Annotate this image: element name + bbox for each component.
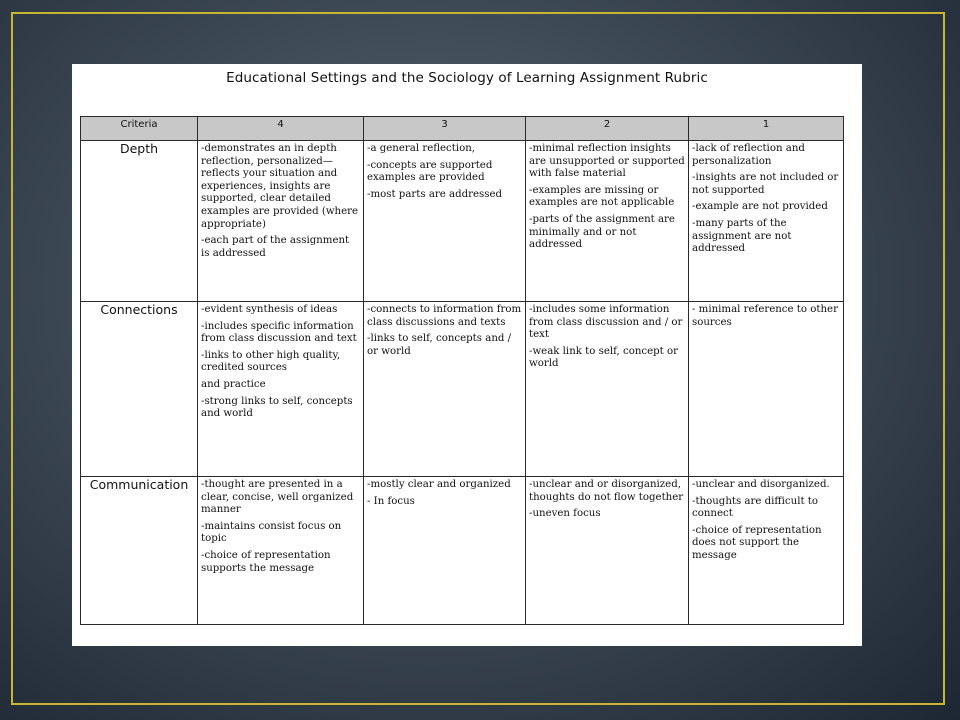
rubric-title: Educational Settings and the Sociology of Learning Assignment Rubric (226, 70, 708, 86)
rubric-cell-score-4 (198, 477, 364, 625)
rubric-cell-item: -parts of the assignment are minimally and or not addressed (529, 213, 675, 251)
rubric-cell-item: -demonstrates an in depth reflection, personalized— reflects your situation and experiences, insights are supported, clear detailed examples are provided (where appropriate) (201, 143, 359, 230)
rubric-cell-score-1 (689, 477, 844, 625)
rubric-table (80, 116, 844, 625)
rubric-cell-item: -links to self, concepts and / or world (367, 333, 512, 357)
rubric-cell-item: -choice of representation does not support the message (692, 524, 822, 561)
rubric-cell-score-3 (364, 477, 526, 625)
rubric-cell-item: -examples are missing or examples are not applicable (529, 184, 675, 209)
header-criteria: Criteria (81, 117, 198, 141)
criteria-label: Depth (81, 141, 198, 302)
rubric-cell-item: -unclear and or disorganized, thoughts do not flow together (529, 479, 684, 503)
criteria-label: Communication (81, 477, 198, 625)
rubric-cell-item: -choice of representation supports the message (201, 549, 331, 574)
header-score-4: 4 (198, 117, 364, 141)
rubric-cell-item: -weak link to self, concept or world (529, 345, 679, 370)
rubric-cell-item: -each part of the assignment is addressed (201, 235, 350, 259)
rubric-cell-score-2 (526, 302, 689, 477)
rubric-cell-item: -insights are not included or not supported (692, 172, 839, 196)
rubric-cell-item: -example are not provided (692, 201, 828, 213)
rubric-cell-score-3 (364, 141, 526, 302)
header-row (81, 117, 844, 141)
rubric-cell-score-4 (198, 141, 364, 302)
rubric-cell-score-4 (198, 302, 364, 477)
header-score-3: 3 (364, 117, 526, 141)
rubric-cell-item: - minimal reference to other sources (692, 304, 838, 328)
rubric-cell-score-2 (526, 141, 689, 302)
rubric-cell-score-1 (689, 141, 844, 302)
rubric-cell-score-1 (689, 302, 844, 477)
rubric-image (72, 64, 862, 646)
rubric-cell-item: - In focus (367, 495, 415, 507)
rubric-cell-score-2 (526, 477, 689, 625)
rubric-cell-item: and practice (201, 378, 266, 390)
criteria-label: Connections (81, 302, 198, 477)
rubric-cell-score-3 (364, 302, 526, 477)
rubric-cell-item: -many parts of the assignment are not addressed (692, 217, 792, 255)
rubric-cell-item: -lack of reflection and personalization (692, 143, 805, 167)
header-score-2: 2 (526, 117, 689, 141)
rubric-cell-item: -strong links to self, concepts and world (201, 395, 353, 420)
rubric-row-communication (81, 477, 844, 625)
rubric-row-depth (81, 141, 844, 302)
rubric-cell-item: -thoughts are difficult to connect (692, 495, 819, 520)
rubric-cell-item: -connects to information from class discussions and texts (367, 304, 522, 328)
rubric-cell-item: -evident synthesis of ideas (201, 304, 338, 315)
rubric-cell-item: -links to other high quality, credited sources (201, 349, 341, 374)
rubric-row-connections (81, 302, 844, 477)
rubric-cell-item: -minimal reflection insights are unsupported or supported with false material (529, 143, 685, 180)
rubric-cell-item: -thought are presented in a clear, concise, well organized manner (201, 479, 354, 516)
rubric-cell-item: -most parts are addressed (367, 188, 503, 200)
rubric-cell-item: -concepts are supported examples are provided (367, 159, 493, 184)
rubric-cell-item: -mostly clear and organized (367, 479, 511, 490)
rubric-cell-item: -includes some information from class discussion and / or text (529, 304, 683, 341)
rubric-cell-item: -a general reflection, (367, 143, 476, 154)
rubric-cell-item: -includes specific information from class discussion and text (201, 320, 357, 345)
rubric-cell-item: -unclear and disorganized. (692, 479, 830, 490)
header-score-1: 1 (689, 117, 844, 141)
rubric-cell-item: -maintains consist focus on topic (201, 520, 342, 545)
rubric-cell-item: -uneven focus (529, 508, 601, 520)
